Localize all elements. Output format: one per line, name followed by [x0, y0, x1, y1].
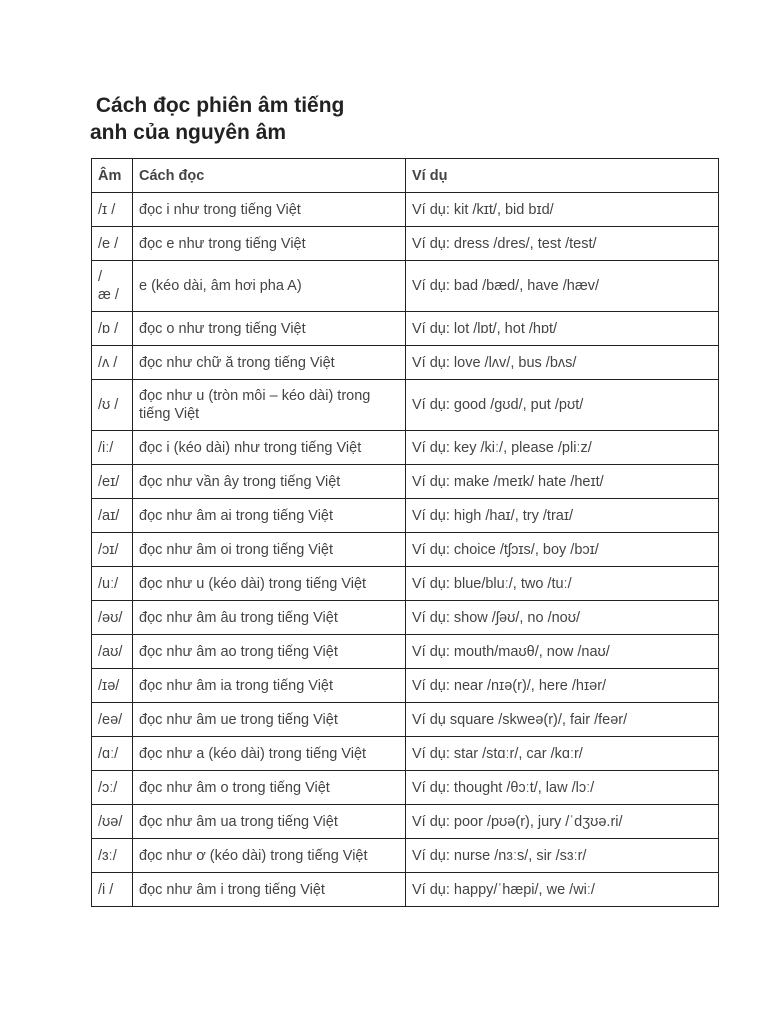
cell-reading: đọc như âm ai trong tiếng Việt — [133, 499, 406, 533]
cell-reading: e (kéo dài, âm hơi pha A) — [133, 261, 406, 312]
table-row — [92, 533, 719, 567]
cell-example: Ví dụ: nurse /nɜːs/, sir /sɜːr/ — [406, 839, 719, 873]
table-header-row — [92, 159, 719, 193]
cell-example: Ví dụ: thought /θɔːt/, law /lɔː/ — [406, 771, 719, 805]
cell-example: Ví dụ: key /kiː/, please /pliːz/ — [406, 431, 719, 465]
cell-reading: đọc e như trong tiếng Việt — [133, 227, 406, 261]
cell-reading: đọc i như trong tiếng Việt — [133, 193, 406, 227]
table-row — [92, 380, 719, 431]
cell-sound: /eɪ/ — [92, 465, 133, 499]
cell-sound: /ɔɪ/ — [92, 533, 133, 567]
vowel-pronunciation-table — [91, 158, 719, 907]
page-title: Cách đọc phiên âm tiếng anh của nguyên âm — [90, 94, 345, 144]
table-row — [92, 312, 719, 346]
table-row — [92, 227, 719, 261]
cell-reading: đọc o như trong tiếng Việt — [133, 312, 406, 346]
cell-example: Ví dụ: love /lʌv/, bus /bʌs/ — [406, 346, 719, 380]
cell-sound: /aɪ/ — [92, 499, 133, 533]
table-row — [92, 873, 719, 907]
cell-sound: /i / — [92, 873, 133, 907]
cell-sound: /uː/ — [92, 567, 133, 601]
cell-sound: /ʊə/ — [92, 805, 133, 839]
table-row — [92, 669, 719, 703]
cell-sound: /ɒ / — [92, 312, 133, 346]
cell-reading: đọc như âm oi trong tiếng Việt — [133, 533, 406, 567]
cell-example: Ví dụ: poor /pʊə(r), jury /ˈdʒʊə.ri/ — [406, 805, 719, 839]
cell-reading: đọc như âm ua trong tiếng Việt — [133, 805, 406, 839]
table-row — [92, 839, 719, 873]
header-sound: Âm — [92, 159, 133, 193]
cell-example: Ví dụ: high /haɪ/, try /traɪ/ — [406, 499, 719, 533]
cell-example: Ví dụ: lot /lɒt/, hot /hɒt/ — [406, 312, 719, 346]
cell-example: Ví dụ: make /meɪk/ hate /heɪt/ — [406, 465, 719, 499]
cell-example: Ví dụ: blue/bluː/, two /tuː/ — [406, 567, 719, 601]
cell-reading: đọc như a (kéo dài) trong tiếng Việt — [133, 737, 406, 771]
table-row — [92, 465, 719, 499]
cell-example: Ví dụ: near /nɪə(r)/, here /hɪər/ — [406, 669, 719, 703]
table-row — [92, 771, 719, 805]
cell-sound: /əʊ/ — [92, 601, 133, 635]
cell-example: Ví dụ: kit /kɪt/, bid bɪd/ — [406, 193, 719, 227]
cell-example: Ví dụ: dress /dres/, test /test/ — [406, 227, 719, 261]
cell-example: Ví dụ: bad /bæd/, have /hæv/ — [406, 261, 719, 312]
table-row — [92, 737, 719, 771]
cell-reading: đọc như âm ao trong tiếng Việt — [133, 635, 406, 669]
cell-sound: /ɑː/ — [92, 737, 133, 771]
table-row — [92, 567, 719, 601]
cell-sound: /ɜː/ — [92, 839, 133, 873]
cell-reading: đọc như âm i trong tiếng Việt — [133, 873, 406, 907]
cell-reading: đọc như vần ây trong tiếng Việt — [133, 465, 406, 499]
cell-sound: / æ / — [92, 261, 133, 312]
cell-sound: /iː/ — [92, 431, 133, 465]
cell-example: Ví dụ: star /stɑːr/, car /kɑːr/ — [406, 737, 719, 771]
header-reading: Cách đọc — [133, 159, 406, 193]
cell-example: Ví dụ: good /gʊd/, put /pʊt/ — [406, 380, 719, 431]
cell-reading: đọc như chữ ă trong tiếng Việt — [133, 346, 406, 380]
cell-sound: /ʌ / — [92, 346, 133, 380]
table-row — [92, 193, 719, 227]
table-row — [92, 703, 719, 737]
cell-example: Ví dụ: choice /tʃɔɪs/, boy /bɔɪ/ — [406, 533, 719, 567]
cell-sound: /ʊ / — [92, 380, 133, 431]
cell-reading: đọc như âm âu trong tiếng Việt — [133, 601, 406, 635]
cell-sound: /aʊ/ — [92, 635, 133, 669]
cell-reading: đọc như âm ia trong tiếng Việt — [133, 669, 406, 703]
cell-reading: đọc như ơ (kéo dài) trong tiếng Việt — [133, 839, 406, 873]
cell-reading: đọc i (kéo dài) như trong tiếng Việt — [133, 431, 406, 465]
table-row — [92, 346, 719, 380]
table-row — [92, 499, 719, 533]
cell-sound: /ɪə/ — [92, 669, 133, 703]
table-row — [92, 431, 719, 465]
cell-example: Ví dụ: happy/ˈhæpi/, we /wiː/ — [406, 873, 719, 907]
cell-example: Ví dụ square /skweə(r)/, fair /feər/ — [406, 703, 719, 737]
cell-sound: /eə/ — [92, 703, 133, 737]
cell-sound: /e / — [92, 227, 133, 261]
cell-reading: đọc như u (kéo dài) trong tiếng Việt — [133, 567, 406, 601]
cell-reading: đọc như u (tròn môi – kéo dài) trong tiếng Việt — [133, 380, 406, 431]
cell-example: Ví dụ: mouth/maʊθ/, now /naʊ/ — [406, 635, 719, 669]
table-row — [92, 601, 719, 635]
cell-example: Ví dụ: show /ʃəʊ/, no /noʊ/ — [406, 601, 719, 635]
table-row — [92, 805, 719, 839]
table-row — [92, 261, 719, 312]
table-row — [92, 635, 719, 669]
cell-sound: /ɪ / — [92, 193, 133, 227]
cell-reading: đọc như âm o trong tiếng Việt — [133, 771, 406, 805]
cell-reading: đọc như âm ue trong tiếng Việt — [133, 703, 406, 737]
cell-sound: /ɔː/ — [92, 771, 133, 805]
header-example: Ví dụ — [406, 159, 719, 193]
